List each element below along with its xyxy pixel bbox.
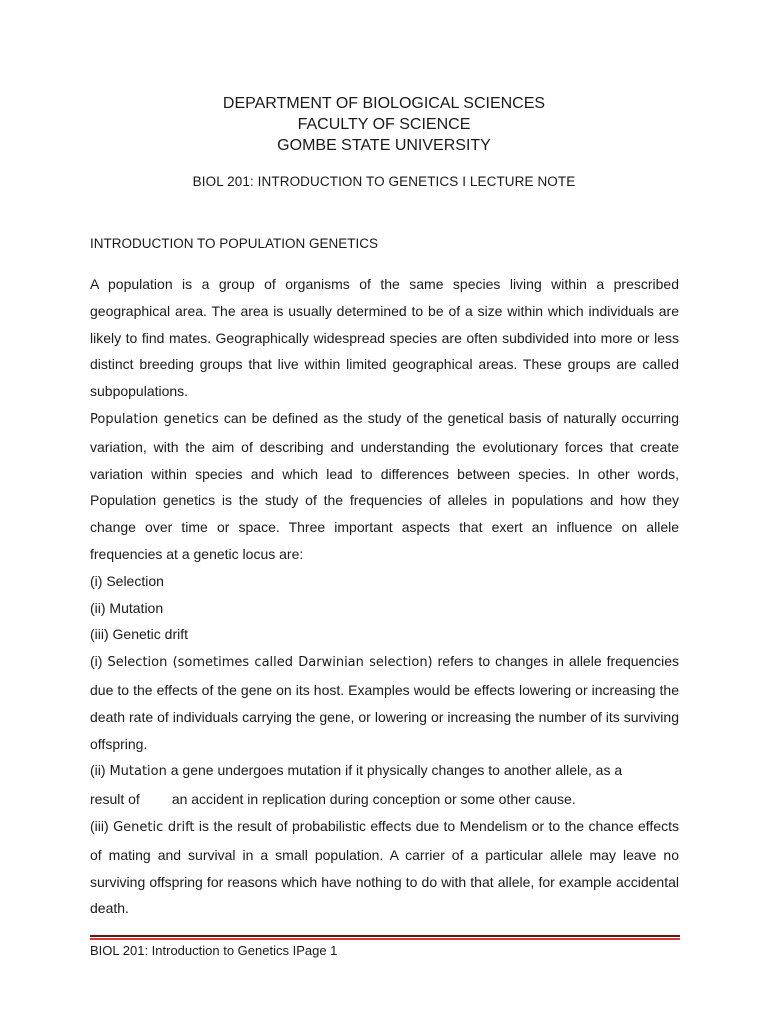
mutation-text-line1: a gene undergoes mutation if it physically changes to another allele, as a — [166, 762, 623, 779]
drift-prefix: (iii) — [90, 817, 114, 834]
genetic-drift-text: is the result of probabilistic effects due to Mendelism or to the chance effects of mating and survival in a small population. A carrier of a particular allele may leave no surviving offspring for reasons which have nothing to do with that allele, for example accidental death. — [90, 817, 680, 917]
list-item-mutation: (ii) Mutation — [90, 599, 164, 616]
document-header — [0, 93, 768, 156]
population-genetics-term: Population genetics — [90, 411, 219, 427]
population-genetics-paragraph — [90, 405, 679, 568]
document-body — [90, 271, 679, 922]
mutation-text-line2a: result of — [90, 791, 140, 808]
population-paragraph: A population is a group of organisms of the same species living within a prescribed geographical area. The area is usually determined to be of a size within which individuals are likely to find mates. Geographically widespread species are often subdivided into more or less distinct breeding groups that live within limited geographical areas. These groups are called subpopulations. — [90, 276, 679, 400]
section-heading: INTRODUCTION TO POPULATION GENETICS — [90, 236, 379, 251]
selection-paragraph — [90, 648, 679, 757]
mutation-prefix: (ii) — [90, 762, 110, 779]
population-genetics-text: can be defined as the study of the genetical basis of naturally occurring variation, with the aim of describing and understanding the evolutionary forces that create variation within species and which lead to differences between species. In other words, Population genetics is the study of the frequencies of alleles in populations and how they change over time or space. Three important aspects that exert an influence on allele frequencies at a genetic locus are: — [90, 409, 679, 562]
footer-divider — [90, 935, 680, 941]
page-footer: BIOL 201: Introduction to Genetics IPage 1 — [90, 943, 338, 958]
list-item-selection: (i) Selection — [90, 572, 164, 589]
course-title: BIOL 201: INTRODUCTION TO GENETICS I LECTURE NOTE — [192, 174, 576, 189]
footer-rule-light — [90, 938, 680, 940]
genetic-drift-term: Genetic drift — [113, 819, 195, 835]
faculty-name: FACULTY OF SCIENCE — [297, 116, 471, 133]
selection-term: Selection (sometimes called Darwinian selection) — [107, 655, 433, 671]
list-item-genetic-drift: (iii) Genetic drift — [90, 626, 189, 643]
university-name: GOMBE STATE UNIVERSITY — [277, 137, 491, 154]
mutation-term: Mutation — [109, 764, 167, 780]
department-name: DEPARTMENT OF BIOLOGICAL SCIENCES — [222, 95, 546, 112]
mutation-text-line2b: an accident in replication during conception or some other cause. — [171, 791, 576, 808]
mutation-paragraph — [90, 757, 679, 813]
selection-text: refers to changes in allele frequencies due to the effects of the gene on its host. Examples would be effects lowering or increasing the death rate of individuals carrying the gene, or lowering or increasing the number of its surviving offspring. — [90, 653, 679, 752]
genetic-drift-paragraph — [90, 813, 679, 922]
selection-prefix: (i) — [90, 653, 108, 670]
